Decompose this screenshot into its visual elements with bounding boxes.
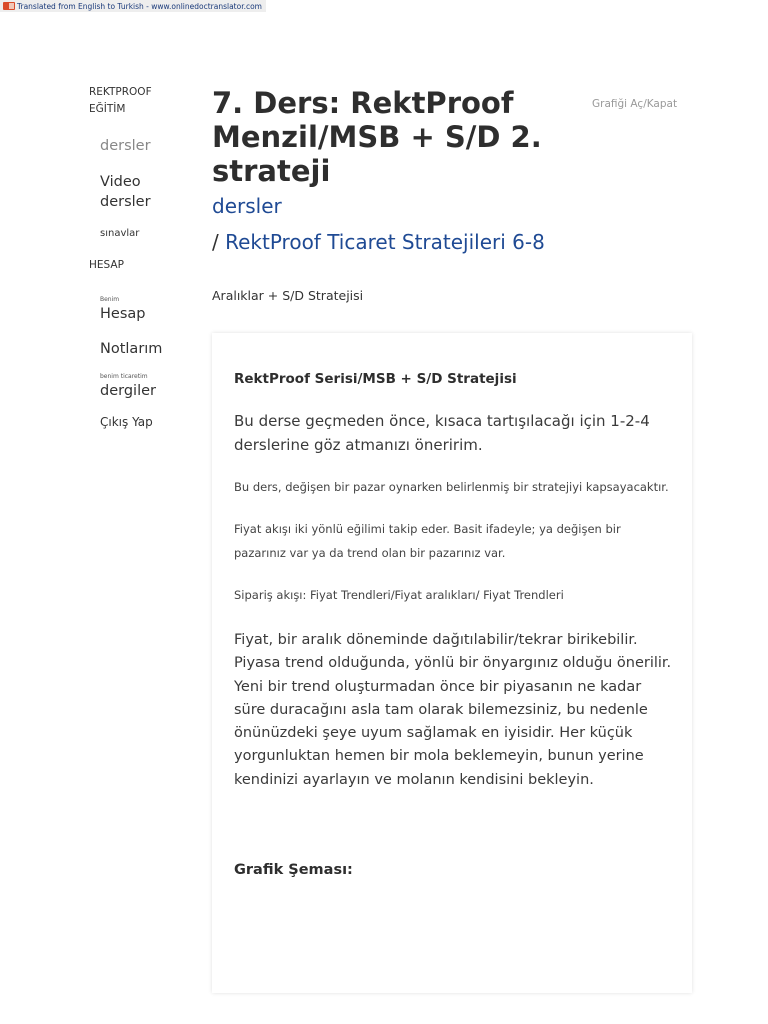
lesson-subtitle: Aralıklar + S/D Stratejisi [212, 288, 364, 303]
sidebar-my-label: Benim [100, 296, 120, 303]
translation-banner [0, 0, 266, 12]
breadcrumb [212, 188, 692, 260]
sidebar-item-exams[interactable]: sınavlar [100, 228, 140, 239]
content-paragraph-1: Bu ders, değişen bir pazar oynarken belirlenmiş bir stratejiyi kapsayacaktır. [234, 480, 669, 494]
sidebar [89, 84, 189, 429]
content-paragraph-4: Fiyat, bir aralık döneminde dağıtılabilir/tekrar birikebilir. Piyasa trend olduğunda, yönlü bir önyargınız olduğu önerilir. Yeni bir trend oluşturmadan önce bir piyasanın ne kadar süre duracağını asla tam olarak bilemezsiniz, bu nedenle önünüzdeki şeye uyum sağlamak en iyisidir. Her küçük yorgunluktan hemen bir mola beklemeyin, bunun yerine kendinizi ayarlayın ve molanın kendisini bekleyin. [234, 632, 672, 788]
translation-banner-link[interactable]: Translated from English to Turkish - www.onlinedoctranslator.com [17, 1, 262, 11]
sidebar-my-trading-label: benim ticaretim [100, 373, 148, 380]
content-paragraph-3: Sipariş akışı: Fiyat Trendleri/Fiyat aralıkları/ Fiyat Trendleri [234, 588, 564, 602]
content-lead-paragraph: Bu derse geçmeden önce, kısaca tartışılacağı için 1-2-4 derslerine göz atmanızı öneririm. [234, 412, 650, 454]
translator-logo-icon [3, 2, 15, 10]
sidebar-item-video-lessons[interactable]: Video dersler [100, 174, 151, 210]
sidebar-item-logout[interactable]: Çıkış Yap [100, 415, 153, 429]
chart-schema-heading: Grafik Şeması: [234, 862, 353, 879]
breadcrumb-course-link[interactable]: RektProof Ticaret Stratejileri 6-8 [225, 230, 545, 254]
sidebar-item-account[interactable]: Hesap [100, 306, 146, 322]
toggle-chart-link[interactable]: Grafiği Aç/Kapat [592, 98, 678, 110]
sidebar-item-journals[interactable]: dergiler [100, 383, 156, 399]
sidebar-item-lessons[interactable]: dersler [100, 138, 151, 154]
sidebar-item-notes[interactable]: Notlarım [100, 341, 163, 357]
sidebar-section-training: REKTPROOF EĞİTİM [89, 86, 152, 115]
lesson-content-card [212, 333, 692, 993]
page-title: 7. Ders: RektProof Menzil/MSB + S/D 2. strateji [212, 86, 542, 188]
lesson-header [212, 86, 692, 303]
content-heading: RektProof Serisi/MSB + S/D Stratejisi [234, 371, 517, 387]
content-paragraph-2: Fiyat akışı iki yönlü eğilimi takip eder. Basit ifadeyle; ya değişen bir pazarınız var ya da trend olan bir pazarınız var. [234, 522, 621, 560]
sidebar-section-account: HESAP [89, 259, 124, 271]
breadcrumb-separator: / [212, 230, 226, 254]
breadcrumb-lessons-link[interactable]: dersler [212, 194, 282, 218]
